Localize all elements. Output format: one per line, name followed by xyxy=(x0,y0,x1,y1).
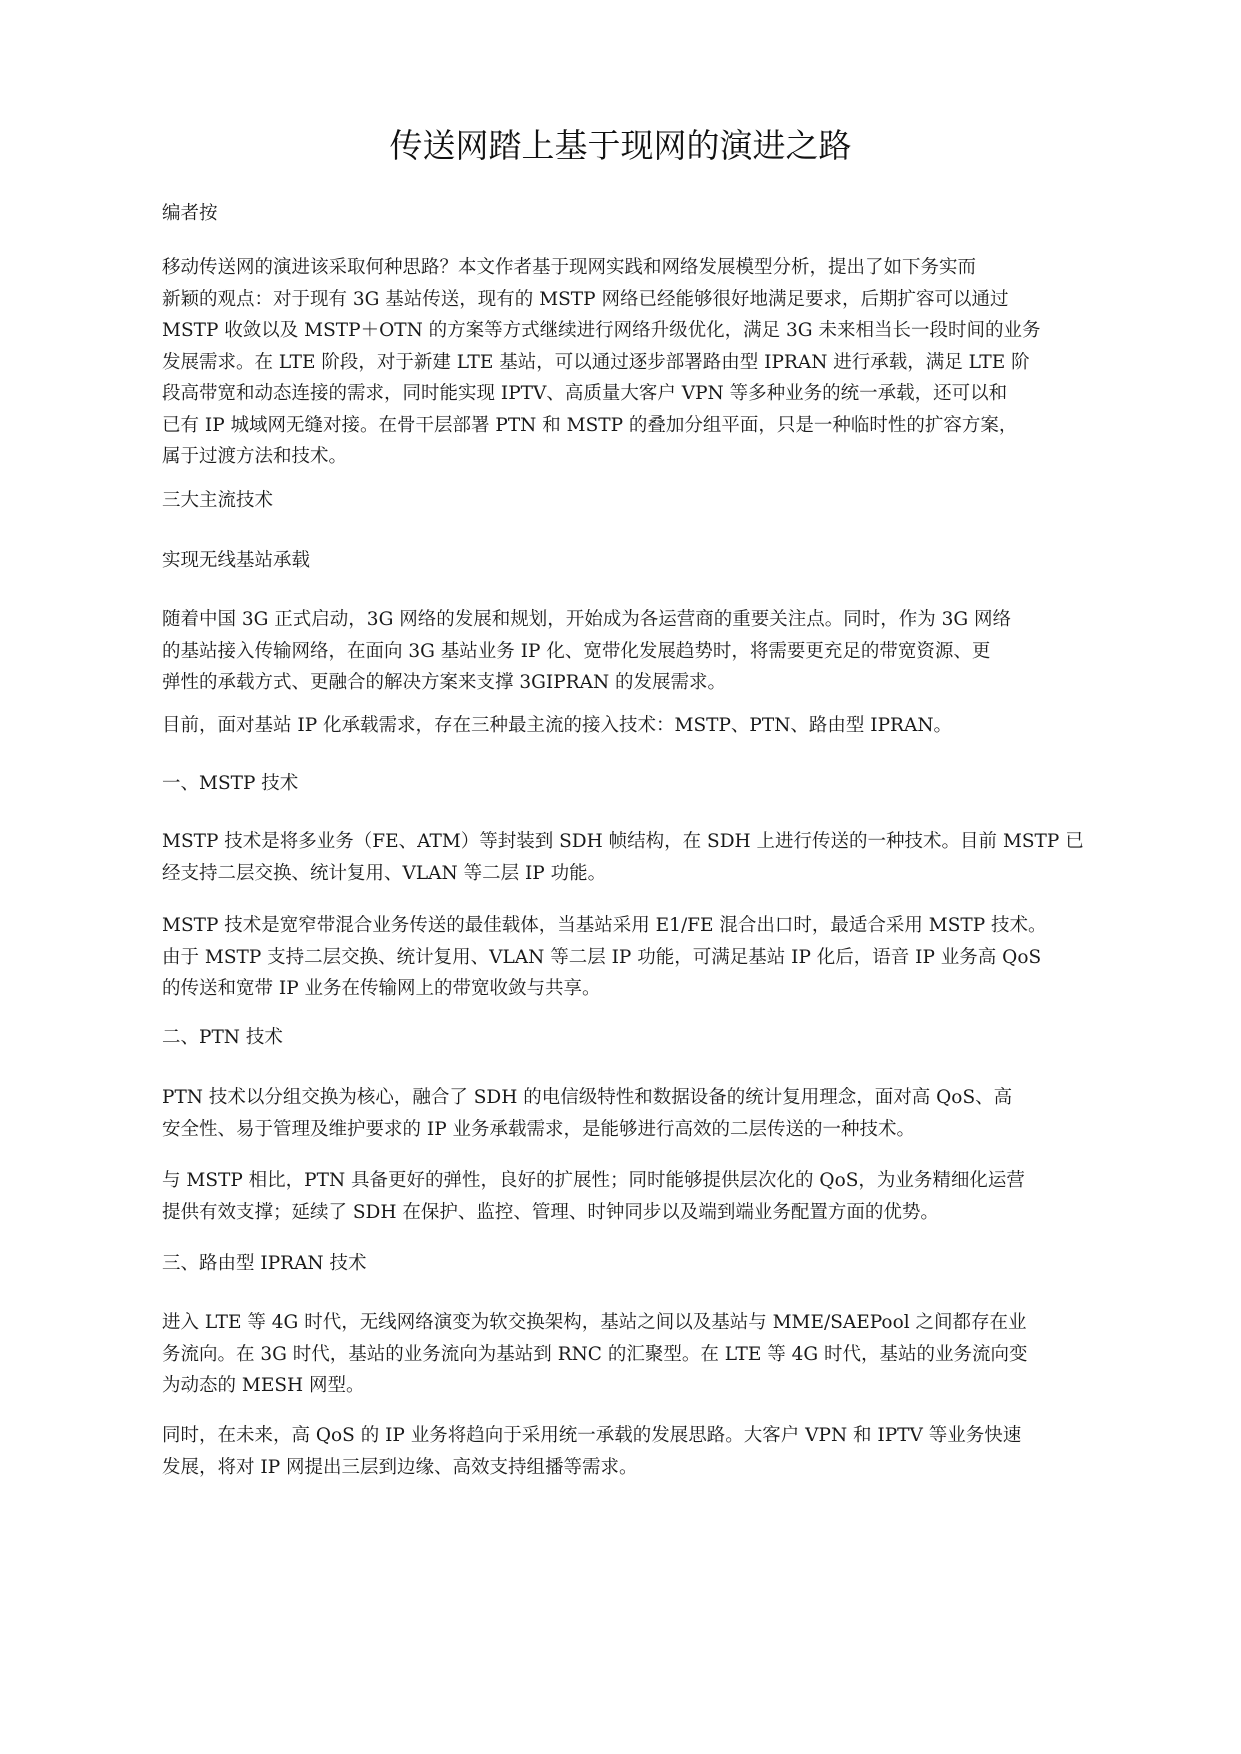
paragraph xyxy=(162,1082,1117,1145)
paragraph-line: 三大主流技术 xyxy=(162,490,274,511)
paragraph-line: 段高带宽和动态连接的需求，同时能实现 IPTV、高质量大客户 VPN 等多种业务的统一承载，还可以和 xyxy=(162,383,1008,404)
paragraph-line: 目前，面对基站 IP 化承载需求，存在三种最主流的接入技术：MSTP、PTN、路由型 IPRAN。 xyxy=(162,715,953,736)
paragraph xyxy=(162,1165,1117,1228)
paragraph-line: 弹性的承载方式、更融合的解决方案来支撑 3GIPRAN 的发展需求。 xyxy=(162,672,727,693)
paragraph xyxy=(162,604,1117,699)
paragraph-line: 移动传送网的演进该采取何种思路？本文作者基于现网实践和网络发展模型分析，提出了如下务实而 xyxy=(162,257,977,278)
paragraph-line: PTN 技术以分组交换为核心，融合了 SDH 的电信级特性和数据设备的统计复用理念，面对高 QoS、高 xyxy=(162,1087,1013,1108)
paragraph xyxy=(162,768,1117,800)
paragraph-line: 的传送和宽带 IP 业务在传输网上的带宽收敛与共享。 xyxy=(162,978,601,999)
document-title: 传送网踏上基于现网的演进之路 xyxy=(389,126,852,165)
paragraph-line: 一、MSTP 技术 xyxy=(162,773,299,794)
paragraph xyxy=(162,485,1117,517)
paragraph-line: 提供有效支撑；延续了 SDH 在保护、监控、管理、时钟同步以及端到端业务配置方面的优势。 xyxy=(162,1201,939,1223)
paragraph xyxy=(162,252,1117,473)
paragraph-line: 三、路由型 IPRAN 技术 xyxy=(162,1253,367,1274)
paragraph-line: 实现无线基站承载 xyxy=(162,550,311,571)
paragraph-line: 为动态的 MESH 网型。 xyxy=(162,1375,365,1396)
paragraph-line: 属于过渡方法和技术。 xyxy=(162,446,348,467)
paragraph-line: 发展需求。在 LTE 阶段，对于新建 LTE 基站，可以通过逐步部署路由型 IPRAN 进行承载，满足 LTE 阶 xyxy=(162,351,1030,373)
paragraph-line: MSTP 技术是宽窄带混合业务传送的最佳载体，当基站采用 E1/FE 混合出口时，最适合采用 MSTP 技术。 xyxy=(162,915,1047,936)
paragraph-line: MSTP 收敛以及 MSTP＋OTN 的方案等方式继续进行网络升级优化，满足 3G 未来相当长一段时间的业务 xyxy=(162,320,1041,341)
paragraph-line: 已有 IP 城域网无缝对接。在骨干层部署 PTN 和 MSTP 的叠加分组平面，只是一种临时性的扩容方案， xyxy=(162,414,1018,436)
paragraph xyxy=(162,910,1117,1005)
paragraph-line: MSTP 技术是将多业务（FE、ATM）等封装到 SDH 帧结构，在 SDH 上进行传送的一种技术。目前 MSTP 已 xyxy=(162,831,1084,852)
paragraph-line: 随着中国 3G 正式启动，3G 网络的发展和规划，开始成为各运营商的重要关注点。同时，作为 3G 网络 xyxy=(162,609,1012,630)
paragraph-line: 新颖的观点：对于现有 3G 基站传送，现有的 MSTP 网络已经能够很好地满足要求，后期扩容可以通过 xyxy=(162,288,1009,310)
paragraph xyxy=(162,1420,1117,1483)
paragraph xyxy=(162,545,1117,577)
paragraph-line: 二、PTN 技术 xyxy=(162,1027,283,1048)
paragraph-line: 同时，在未来，高 QoS 的 IP 业务将趋向于采用统一承载的发展思路。大客户 VPN 和 IPTV 等业务快速 xyxy=(162,1425,1022,1446)
paragraph xyxy=(162,710,1117,742)
paragraph-line: 编者按 xyxy=(162,203,218,224)
paragraph-line: 的基站接入传输网络，在面向 3G 基站业务 IP 化、宽带化发展趋势时，将需要更充足的带宽资源、更 xyxy=(162,640,991,662)
paragraph xyxy=(162,1248,1117,1280)
paragraph-line: 务流向。在 3G 时代，基站的业务流向为基站到 RNC 的汇聚型。在 LTE 等 4G 时代，基站的业务流向变 xyxy=(162,1343,1028,1365)
paragraph-line: 安全性、易于管理及维护要求的 IP 业务承载需求，是能够进行高效的二层传送的一种技术。 xyxy=(162,1118,916,1140)
paragraph xyxy=(162,1022,1117,1054)
paragraph-line: 进入 LTE 等 4G 时代，无线网络演变为软交换架构，基站之间以及基站与 MME/SAEPool 之间都存在业 xyxy=(162,1312,1027,1333)
paragraph-line: 与 MSTP 相比，PTN 具备更好的弹性，良好的扩展性；同时能够提供层次化的 QoS，为业务精细化运营 xyxy=(162,1170,1025,1191)
paragraph-line: 经支持二层交换、统计复用、VLAN 等二层 IP 功能。 xyxy=(162,862,607,884)
paragraph xyxy=(162,1307,1117,1402)
paragraph xyxy=(162,826,1117,889)
paragraph xyxy=(162,198,1117,230)
paragraph-line: 由于 MSTP 支持二层交换、统计复用、VLAN 等二层 IP 功能，可满足基站 IP 化后，语音 IP 业务高 QoS xyxy=(162,946,1042,968)
paragraph-line: 发展，将对 IP 网提出三层到边缘、高效支持组播等需求。 xyxy=(162,1456,638,1478)
